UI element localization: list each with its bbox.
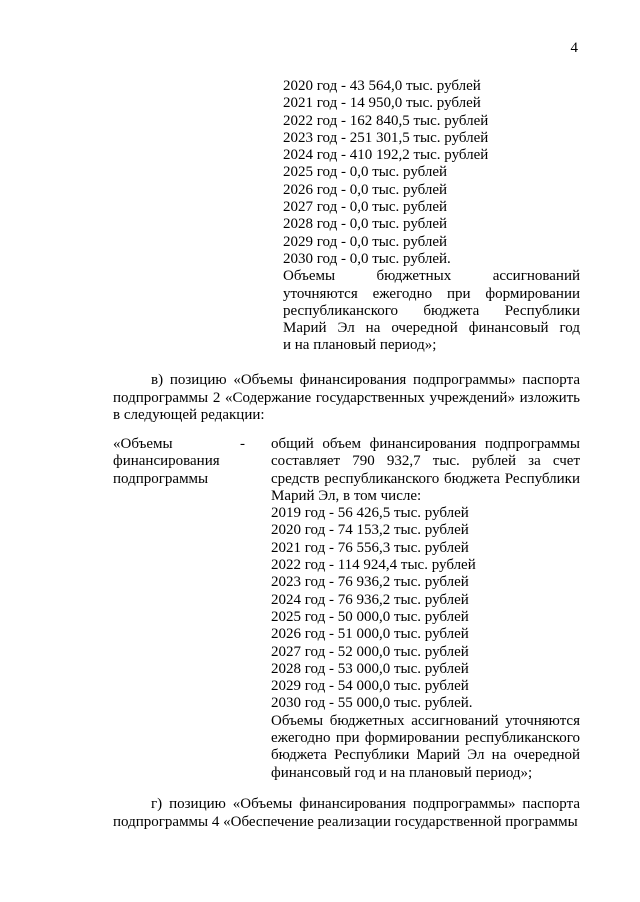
funding-label [113, 436, 233, 488]
note-line: Марий Эл на очередной финансовый год [283, 320, 580, 337]
year-line: 2019 год - 56 426,5 тыс. рублей [271, 505, 469, 522]
note-line: Объемы бюджетных ассигнований [283, 268, 580, 285]
year-line: 2030 год - 55 000,0 тыс. рублей. [271, 695, 473, 712]
year-line: 2028 год - 53 000,0 тыс. рублей [271, 660, 469, 677]
note-line: ежегодно при формировании республиканского [271, 730, 580, 747]
note-line: бюджета Республики Марий Эл на очередной [271, 747, 580, 764]
paragraph-g: г) позицию «Объемы финансирования подпрограммы» паспорта подпрограммы 4 «Обеспечение реализации государственной программы [113, 796, 580, 830]
year-line: 2021 год - 14 950,0 тыс. рублей [283, 95, 481, 112]
note-line: финансовый год и на плановый период»; [271, 764, 533, 781]
label-line: подпрограммы [113, 470, 209, 487]
year-line: 2022 год - 162 840,5 тыс. рублей [283, 112, 489, 129]
note-line: республиканского бюджета Республики [283, 302, 580, 319]
year-line: 2024 год - 76 936,2 тыс. рублей [271, 591, 469, 608]
intro-line: общий объем финансирования подпрограммы [271, 436, 580, 452]
year-line: 2024 год - 410 192,2 тыс. рублей [283, 147, 489, 164]
label-line: финансирования [113, 453, 220, 470]
year-line: 2027 год - 52 000,0 тыс. рублей [271, 643, 469, 660]
year-line: 2029 год - 54 000,0 тыс. рублей [271, 678, 469, 695]
funding-details [271, 436, 580, 782]
label-line: «Объемы [113, 436, 173, 452]
year-line: 2026 год - 0,0 тыс. рублей [283, 181, 448, 198]
year-line: 2028 год - 0,0 тыс. рублей [283, 216, 448, 233]
year-line: 2023 год - 76 936,2 тыс. рублей [271, 574, 469, 591]
intro-line: средств республиканского бюджета Республики [271, 470, 580, 487]
page-number: 4 [570, 40, 578, 56]
year-line: 2020 год - 43 564,0 тыс. рублей [283, 78, 481, 94]
year-line: 2029 год - 0,0 тыс. рублей [283, 233, 448, 250]
year-line: 2030 год - 0,0 тыс. рублей. [283, 250, 451, 267]
year-line: 2025 год - 50 000,0 тыс. рублей [271, 608, 469, 625]
year-line: 2023 год - 251 301,5 тыс. рублей [283, 129, 489, 146]
funding-continuation [283, 78, 580, 355]
note-line: уточняются ежегодно при формировании [283, 285, 580, 302]
year-line: 2026 год - 51 000,0 тыс. рублей [271, 626, 469, 643]
year-line: 2020 год - 74 153,2 тыс. рублей [271, 522, 469, 539]
year-line: 2022 год - 114 924,4 тыс. рублей [271, 557, 476, 574]
intro-line: составляет 790 932,7 тыс. рублей за счет [271, 453, 580, 470]
year-line: 2025 год - 0,0 тыс. рублей [283, 164, 448, 181]
intro-line: Марий Эл, в том числе: [271, 487, 422, 504]
paragraph-v: в) позицию «Объемы финансирования подпрограммы» паспорта подпрограммы 2 «Содержание государственных учреждений» изложить в следующей редакции: [113, 372, 580, 423]
note-line: Объемы бюджетных ассигнований уточняются [271, 712, 580, 729]
label-dash: - [240, 436, 245, 452]
note-line: и на плановый период»; [283, 337, 437, 354]
year-line: 2027 год - 0,0 тыс. рублей [283, 199, 448, 216]
year-line: 2021 год - 76 556,3 тыс. рублей [271, 539, 469, 556]
